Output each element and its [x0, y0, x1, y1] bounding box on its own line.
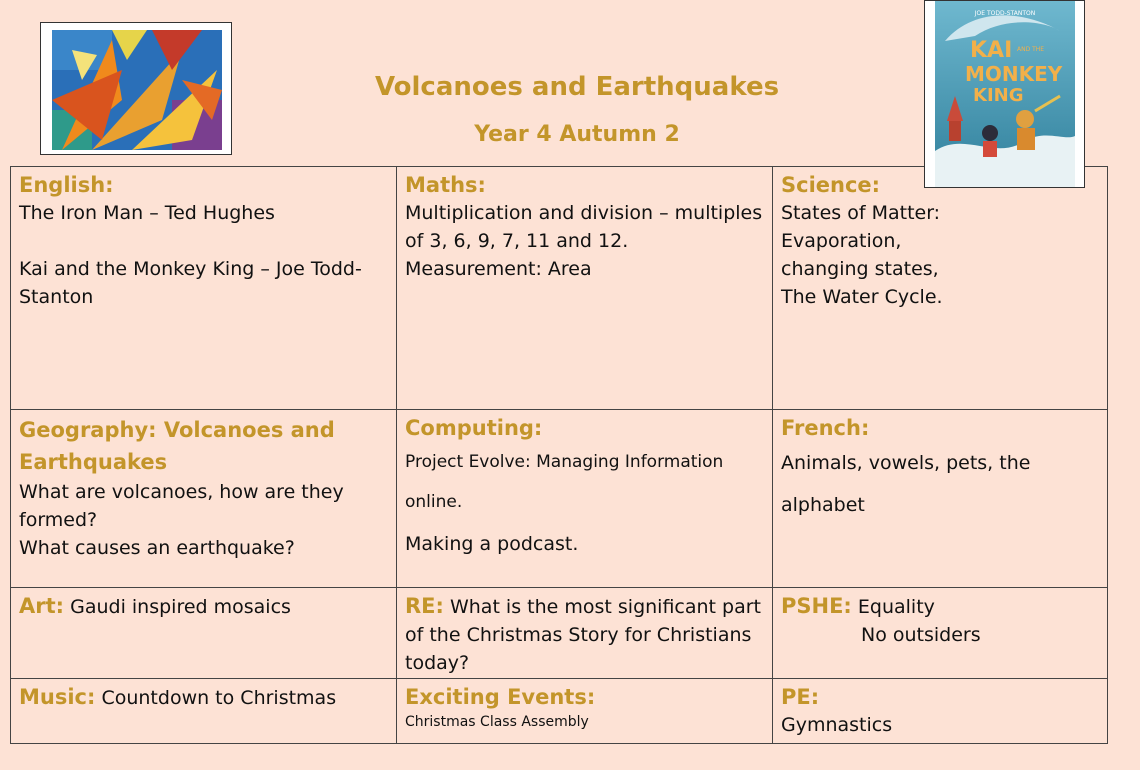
maths-text-2: Measurement: Area	[405, 258, 592, 280]
book-cover-art	[935, 1, 1075, 187]
english-cell	[11, 167, 397, 410]
english-text-1: The Iron Man – Ted Hughes	[19, 202, 275, 224]
events-heading: Exciting Events:	[405, 685, 596, 709]
maths-cell	[397, 167, 773, 410]
art-heading: Art:	[19, 594, 65, 618]
book-title-line-2: AND THE	[1017, 46, 1045, 53]
geography-heading: Geography: Volcanoes and Earthquakes	[19, 418, 335, 474]
pshe-cell	[773, 588, 1108, 679]
music-heading: Music:	[19, 685, 96, 709]
re-text: What is the most significant part of the Christmas Story for Christians today?	[405, 596, 762, 674]
pe-text: Gymnastics	[781, 714, 893, 736]
computing-text-3: Making a podcast.	[405, 533, 579, 555]
maths-heading: Maths:	[405, 173, 486, 197]
art-text: Gaudi inspired mosaics	[70, 596, 291, 618]
page-subtitle: Year 4 Autumn 2	[474, 122, 680, 147]
french-cell	[773, 410, 1108, 588]
pshe-text-1: Equality	[857, 596, 935, 618]
pshe-text-2: No outsiders	[861, 624, 981, 646]
french-text-1: Animals, vowels, pets, the	[781, 452, 1031, 474]
re-heading: RE:	[405, 594, 444, 618]
topic-grid	[10, 166, 1108, 744]
computing-text-2: online.	[405, 492, 463, 512]
book-title-line-4: KING	[973, 85, 1024, 106]
science-heading: Science:	[781, 173, 881, 197]
science-line-3: changing states,	[781, 258, 939, 280]
pshe-heading: PSHE:	[781, 594, 852, 618]
geography-text-2: What causes an earthquake?	[19, 537, 295, 559]
page-title: Volcanoes and Earthquakes	[374, 72, 780, 102]
geography-text-1: What are volcanoes, how are they formed?	[19, 481, 344, 531]
book-title-line-1: KAI	[970, 38, 1013, 63]
computing-heading: Computing:	[405, 416, 543, 440]
art-cell	[11, 588, 397, 679]
book-author: JOE TODD-STANTON	[974, 10, 1036, 17]
music-cell	[11, 679, 397, 744]
pe-heading: PE:	[781, 685, 820, 709]
science-cell	[773, 167, 1108, 410]
maths-text-1: Multiplication and division – multiples of 3, 6, 9, 7, 11 and 12.	[405, 202, 763, 252]
french-text-2: alphabet	[781, 494, 865, 516]
english-text-2: Kai and the Monkey King – Joe Todd-Stanton	[19, 258, 362, 308]
science-line-4: The Water Cycle.	[781, 286, 943, 308]
geography-cell	[11, 410, 397, 588]
re-cell	[397, 588, 773, 679]
science-line-1: States of Matter:	[781, 202, 941, 224]
french-heading: French:	[781, 416, 870, 440]
music-text: Countdown to Christmas	[101, 687, 337, 709]
book-cover-image	[924, 0, 1085, 188]
events-cell	[397, 679, 773, 744]
events-text: Christmas Class Assembly	[405, 714, 589, 730]
computing-text-1: Project Evolve: Managing Information	[405, 452, 724, 472]
pe-cell	[773, 679, 1108, 744]
science-line-2: Evaporation,	[781, 230, 902, 252]
english-heading: English:	[19, 173, 114, 197]
book-title-line-3: MONKEY	[965, 62, 1063, 86]
computing-cell	[397, 410, 773, 588]
